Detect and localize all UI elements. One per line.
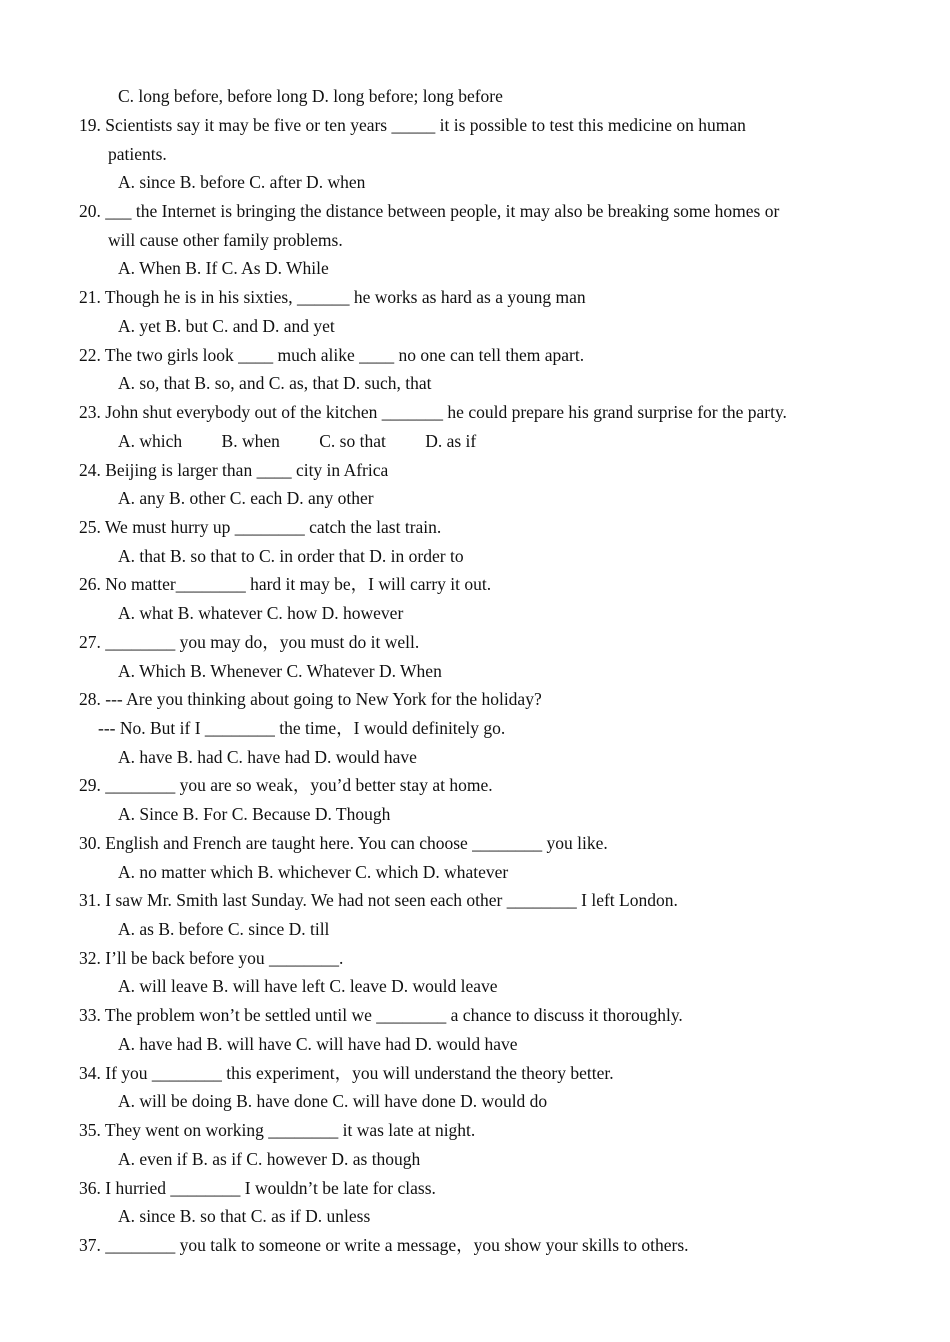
question-19: 19. Scientists say it may be five or ten years _____ it is possible to test this medicine on human bbox=[79, 115, 746, 135]
options-23: A. which B. when C. so that D. as if bbox=[118, 431, 477, 451]
question-37: 37. ________ you talk to someone or write a message，you show your skills to others. bbox=[79, 1235, 689, 1255]
question-26: 26. No matter________ hard it may be，I will carry it out. bbox=[79, 574, 492, 594]
question-24: 24. Beijing is larger than ____ city in Africa bbox=[79, 460, 389, 480]
options-24: A. any B. other C. each D. any other bbox=[118, 488, 374, 508]
options-29: A. Since B. For C. Because D. Though bbox=[118, 804, 391, 824]
question-22: 22. The two girls look ____ much alike ____ no one can tell them apart. bbox=[79, 345, 585, 365]
question-32: 32. I’ll be back before you ________. bbox=[79, 948, 344, 968]
options-35: A. even if B. as if C. however D. as though bbox=[118, 1149, 421, 1169]
question-23: 23. John shut everybody out of the kitchen _______ he could prepare his grand surprise for the party. bbox=[79, 402, 787, 422]
question-27: 27. ________ you may do，you must do it well. bbox=[79, 632, 420, 652]
options-19: A. since B. before C. after D. when bbox=[118, 172, 366, 192]
question-29: 29. ________ you are so weak，you’d better stay at home. bbox=[79, 775, 493, 795]
options-32: A. will leave B. will have left C. leave D. would leave bbox=[118, 976, 498, 996]
question-20: 20. ___ the Internet is bringing the distance between people, it may also be breaking some homes or bbox=[79, 201, 780, 221]
options-34: A. will be doing B. have done C. will have done D. would do bbox=[118, 1091, 548, 1111]
question-21: 21. Though he is in his sixties, ______ he works as hard as a young man bbox=[79, 287, 586, 307]
options-26: A. what B. whatever C. how D. however bbox=[118, 603, 404, 623]
options-36: A. since B. so that C. as if D. unless bbox=[118, 1206, 371, 1226]
options-33: A. have had B. will have C. will have had D. would have bbox=[118, 1034, 518, 1054]
question-35: 35. They went on working ________ it was late at night. bbox=[79, 1120, 476, 1140]
question-25: 25. We must hurry up ________ catch the last train. bbox=[79, 517, 442, 537]
question-36: 36. I hurried ________ I wouldn’t be late for class. bbox=[79, 1178, 436, 1198]
question-33: 33. The problem won’t be settled until we ________ a chance to discuss it thoroughly. bbox=[79, 1005, 683, 1025]
question-31: 31. I saw Mr. Smith last Sunday. We had not seen each other ________ I left London. bbox=[79, 890, 678, 910]
options-22: A. so, that B. so, and C. as, that D. such, that bbox=[118, 373, 432, 393]
question-19-cont: patients. bbox=[108, 144, 167, 164]
options-28: A. have B. had C. have had D. would have bbox=[118, 747, 417, 767]
options-31: A. as B. before C. since D. till bbox=[118, 919, 330, 939]
question-28-reply: --- No. But if I ________ the time，I would definitely go. bbox=[98, 718, 506, 738]
question-30: 30. English and French are taught here. You can choose ________ you like. bbox=[79, 833, 608, 853]
options-30: A. no matter which B. whichever C. which D. whatever bbox=[118, 862, 509, 882]
options-18: C. long before, before long D. long before; long before bbox=[118, 86, 503, 106]
options-25: A. that B. so that to C. in order that D. in order to bbox=[118, 546, 464, 566]
options-20: A. When B. If C. As D. While bbox=[118, 258, 329, 278]
question-20-cont: will cause other family problems. bbox=[108, 230, 343, 250]
question-34: 34. If you ________ this experiment，you will understand the theory better. bbox=[79, 1063, 614, 1083]
options-21: A. yet B. but C. and D. and yet bbox=[118, 316, 335, 336]
options-27: A. Which B. Whenever C. Whatever D. When bbox=[118, 661, 442, 681]
question-28: 28. --- Are you thinking about going to New York for the holiday? bbox=[79, 689, 542, 709]
